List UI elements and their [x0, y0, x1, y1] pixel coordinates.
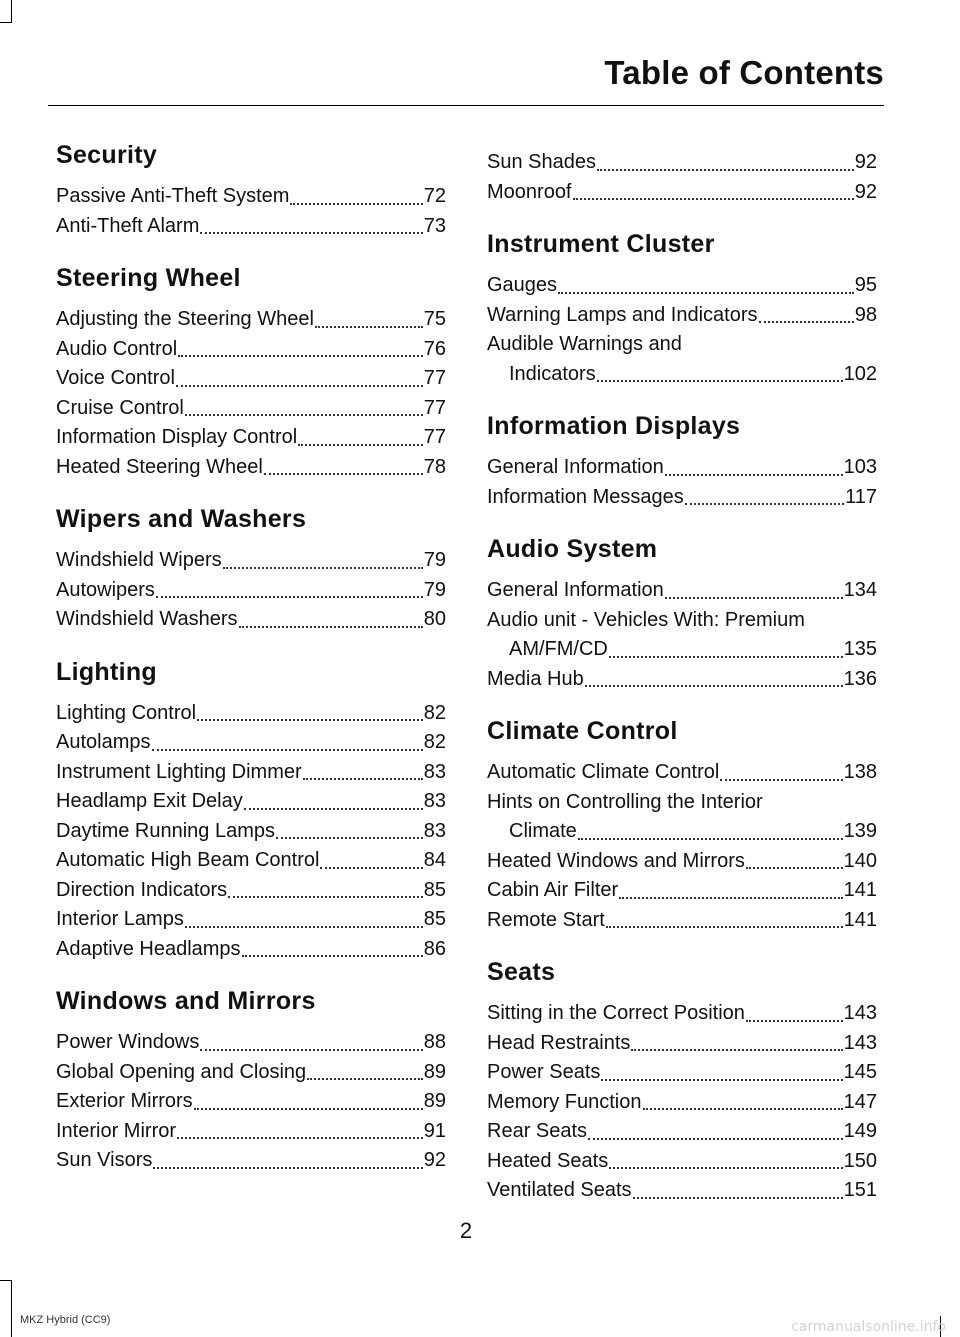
entry-page: 78: [423, 455, 446, 478]
entry-page: 72: [423, 185, 446, 207]
entry-title: Ventilated Seats: [487, 1179, 632, 1201]
entry-title: Adjusting the Steering Wheel: [56, 308, 314, 330]
section-title: Windows and Mirrors: [56, 987, 316, 1015]
toc-entry[interactable]: [487, 1088, 877, 1118]
entry-title: Sun Shades: [487, 151, 596, 173]
entry-title: Autolamps: [56, 731, 151, 753]
section-title: Seats: [487, 958, 556, 986]
entry-title: Audio unit - Vehicles With: Premium: [487, 608, 805, 631]
entry-title: Media Hub: [487, 667, 584, 690]
toc-entry[interactable]: [487, 483, 877, 513]
toc-entry[interactable]: [56, 182, 446, 212]
entry-page: 141: [843, 908, 877, 931]
entry-title: Adaptive Headlamps: [56, 937, 241, 960]
toc-entry[interactable]: [56, 1087, 446, 1117]
dot-leader: [298, 444, 423, 446]
entry-title-cont: Indicators: [509, 362, 596, 385]
section-title: Steering Wheel: [56, 264, 241, 292]
entry-page: 95: [854, 274, 877, 296]
dot-leader: [194, 1108, 423, 1110]
entry-page: 80: [423, 608, 446, 630]
entry-page: 103: [843, 456, 877, 478]
entry-page: 92: [423, 1149, 446, 1171]
toc-entry[interactable]: [487, 178, 877, 208]
entry-title: Gauges: [487, 274, 558, 296]
toc-section: [56, 986, 446, 1176]
dot-leader: [153, 1167, 422, 1169]
dot-leader: [746, 1020, 843, 1022]
entry-page: 92: [854, 180, 877, 203]
section-title: Information Displays: [487, 412, 741, 440]
toc-entry[interactable]: [56, 846, 446, 876]
entry-title: Interior Mirror: [56, 1119, 177, 1142]
entry-title: Autowipers: [56, 578, 155, 601]
entry-title: Memory Function: [487, 1090, 642, 1113]
entry-page: 84: [423, 849, 446, 871]
toc-entry[interactable]: [487, 906, 877, 936]
entry-title: Heated Steering Wheel: [56, 455, 263, 478]
toc-entry[interactable]: [56, 394, 446, 424]
entry-page: 98: [854, 303, 877, 326]
entry-title: Hints on Controlling the Interior: [487, 790, 763, 813]
toc-left-column: [56, 140, 446, 1198]
toc-entry[interactable]: [56, 576, 446, 606]
dot-leader: [200, 232, 422, 234]
section-title: Audio System: [487, 535, 658, 563]
dot-leader: [585, 685, 843, 687]
entry-title: Lighting Control: [56, 701, 197, 724]
section-title: Climate Control: [487, 717, 678, 745]
entry-title: Global Opening and Closing: [56, 1060, 307, 1083]
toc-entry[interactable]: [487, 1147, 877, 1177]
toc-entry[interactable]: [487, 665, 877, 695]
entry-page: 82: [423, 731, 446, 753]
entry-title: Cabin Air Filter: [487, 879, 619, 901]
entry-page: 134: [843, 579, 877, 601]
entry-page: 73: [423, 214, 446, 237]
toc-entry[interactable]: [487, 271, 877, 301]
toc-section: [487, 229, 877, 389]
toc-entry[interactable]: [56, 699, 446, 729]
entry-page: 83: [423, 819, 446, 842]
entry-title: Headlamp Exit Delay: [56, 790, 243, 812]
entry-page: 140: [843, 849, 877, 872]
entry-title: Exterior Mirrors: [56, 1090, 193, 1112]
entry-title: Passive Anti-Theft System: [56, 185, 290, 207]
dot-leader: [177, 1137, 423, 1139]
entry-page: 143: [843, 1031, 877, 1054]
entry-title: Sitting in the Correct Position: [487, 1002, 745, 1024]
dot-leader: [643, 1108, 843, 1110]
toc-section: [487, 534, 877, 694]
dot-leader: [588, 1138, 843, 1140]
dot-leader: [152, 749, 423, 751]
toc-entry[interactable]: [56, 935, 446, 965]
dot-leader: [185, 414, 423, 416]
dot-leader: [633, 1197, 843, 1199]
dot-leader: [197, 719, 423, 721]
toc-entry[interactable]: [56, 1058, 446, 1088]
entry-page: 145: [843, 1061, 877, 1083]
dot-leader: [606, 926, 843, 928]
page-title: Table of Contents: [604, 54, 884, 91]
toc-entry[interactable]: [487, 330, 877, 389]
dot-leader: [178, 355, 423, 357]
toc-right-column: [487, 148, 877, 1228]
entry-title: Sun Visors: [56, 1149, 153, 1171]
entry-title: Power Windows: [56, 1031, 200, 1053]
toc-entry[interactable]: [487, 453, 877, 483]
entry-page: 83: [423, 760, 446, 783]
toc-entry[interactable]: [487, 847, 877, 877]
section-title: Security: [56, 141, 158, 169]
crop-mark: [0, 22, 12, 23]
toc-section: [487, 148, 877, 207]
entry-title-cont: AM/FM/CD: [509, 638, 608, 660]
toc-entry[interactable]: [56, 364, 446, 394]
toc-entry[interactable]: [56, 605, 446, 635]
entry-page: 117: [845, 485, 877, 508]
dot-leader: [720, 779, 842, 781]
dot-leader: [578, 838, 843, 840]
entry-page: 83: [423, 790, 446, 812]
entry-page: 86: [423, 937, 446, 960]
entry-title: Rear Seats: [487, 1120, 588, 1142]
entry-title: Direction Indicators: [56, 878, 228, 901]
toc-entry[interactable]: [487, 1117, 877, 1147]
dot-leader: [290, 203, 422, 205]
toc-entry[interactable]: [56, 305, 446, 335]
entry-title: Cruise Control: [56, 396, 184, 419]
entry-page: 75: [423, 308, 446, 330]
entry-page: 136: [843, 667, 877, 690]
entry-page: 150: [843, 1149, 877, 1172]
toc-entry[interactable]: [56, 212, 446, 242]
dot-leader: [200, 1049, 422, 1051]
toc-section: [487, 411, 877, 512]
entry-title: Information Messages: [487, 485, 684, 508]
toc-entry[interactable]: [56, 728, 446, 758]
toc-entry[interactable]: [56, 876, 446, 906]
entry-page: 102: [843, 362, 877, 385]
entry-title: Information Display Control: [56, 426, 298, 448]
toc-entry[interactable]: [487, 788, 877, 847]
dot-leader: [631, 1049, 842, 1051]
toc-entry[interactable]: [487, 606, 877, 665]
dot-leader: [315, 326, 423, 328]
entry-continuation: [487, 817, 877, 847]
entry-page: 151: [843, 1179, 877, 1201]
dot-leader: [176, 385, 423, 387]
entry-page: 85: [423, 908, 446, 930]
entry-title: Automatic Climate Control: [487, 761, 720, 783]
entry-page: 77: [423, 367, 446, 389]
toc-entry[interactable]: [56, 423, 446, 453]
entry-title: Power Seats: [487, 1061, 601, 1083]
toc-entry[interactable]: [56, 787, 446, 817]
dot-leader: [239, 626, 423, 628]
toc-entry[interactable]: [487, 758, 877, 788]
entry-page: 79: [423, 549, 446, 571]
entry-title: Warning Lamps and Indicators: [487, 303, 758, 326]
dot-leader: [223, 567, 423, 569]
entry-title: Heated Windows and Mirrors: [487, 849, 745, 872]
toc-section: [56, 504, 446, 635]
entry-title: Audio Control: [56, 337, 178, 360]
toc-entry[interactable]: [56, 905, 446, 935]
toc-section: [487, 716, 877, 935]
entry-title: Voice Control: [56, 367, 175, 389]
entry-title: General Information: [487, 579, 664, 601]
entry-title: General Information: [487, 456, 664, 478]
dot-leader: [558, 292, 854, 294]
dot-leader: [307, 1078, 423, 1080]
section-title: Wipers and Washers: [56, 505, 307, 533]
toc-entry[interactable]: [56, 546, 446, 576]
model-footer: MKZ Hybrid (CC9): [20, 1314, 111, 1326]
toc-entry[interactable]: [487, 876, 877, 906]
toc-entry[interactable]: [487, 1058, 877, 1088]
toc-entry[interactable]: [56, 817, 446, 847]
dot-leader: [665, 597, 843, 599]
dot-leader: [601, 1079, 842, 1081]
toc-section: [56, 140, 446, 241]
toc-section: [56, 657, 446, 965]
entry-page: 143: [843, 1002, 877, 1024]
entry-page: 149: [843, 1120, 877, 1142]
toc-section: [56, 263, 446, 482]
dot-leader: [303, 778, 423, 780]
toc-entry[interactable]: [487, 1029, 877, 1059]
dot-leader: [609, 1167, 842, 1169]
page-number: 2: [459, 1218, 473, 1243]
entry-page: 89: [423, 1060, 446, 1083]
watermark: carmanualsonline.info: [791, 1319, 946, 1335]
toc-entry[interactable]: [56, 1146, 446, 1176]
entry-title: Windshield Wipers: [56, 549, 222, 571]
toc-entry[interactable]: [487, 999, 877, 1029]
entry-title: Interior Lamps: [56, 908, 184, 930]
entry-page: 138: [843, 761, 877, 783]
dot-leader: [276, 837, 423, 839]
dot-leader: [228, 896, 423, 898]
dot-leader: [685, 503, 844, 505]
entry-title: Head Restraints: [487, 1031, 631, 1054]
toc-entry[interactable]: [56, 335, 446, 365]
dot-leader: [609, 656, 843, 658]
entry-title: Heated Seats: [487, 1149, 609, 1172]
entry-page: 85: [423, 878, 446, 901]
toc-entry[interactable]: [487, 148, 877, 178]
entry-page: 89: [423, 1090, 446, 1112]
entry-page: 76: [423, 337, 446, 360]
toc-entry[interactable]: [487, 576, 877, 606]
toc-entry[interactable]: [56, 1028, 446, 1058]
entry-title: Automatic High Beam Control: [56, 849, 320, 871]
dot-leader: [156, 596, 423, 598]
crop-mark: [11, 0, 12, 22]
entry-title: Moonroof: [487, 180, 572, 203]
entry-page: 82: [423, 701, 446, 724]
toc-entry[interactable]: [487, 301, 877, 331]
entry-continuation: [487, 360, 877, 390]
entry-page: 92: [854, 151, 877, 173]
dot-leader: [573, 198, 854, 200]
dot-leader: [242, 955, 423, 957]
entry-title: Windshield Washers: [56, 608, 238, 630]
dot-leader: [759, 321, 854, 323]
toc-section: [487, 957, 877, 1206]
entry-page: 77: [423, 396, 446, 419]
toc-entry[interactable]: [56, 758, 446, 788]
toc-entry[interactable]: [487, 1176, 877, 1206]
dot-leader: [244, 808, 423, 810]
entry-page: 141: [843, 879, 877, 901]
entry-page: 91: [423, 1119, 446, 1142]
dot-leader: [665, 474, 843, 476]
section-title: Lighting: [56, 657, 157, 686]
dot-leader: [320, 867, 422, 869]
entry-title: Instrument Lighting Dimmer: [56, 760, 302, 783]
entry-page: 77: [423, 426, 446, 448]
crop-mark: [0, 1280, 12, 1281]
toc-entry[interactable]: [56, 1117, 446, 1147]
entry-title: Daytime Running Lamps: [56, 819, 275, 842]
dot-leader: [264, 473, 423, 475]
entry-title: Remote Start: [487, 908, 605, 931]
toc-entry[interactable]: [56, 453, 446, 483]
entry-page: 88: [423, 1031, 446, 1053]
crop-mark: [11, 1280, 12, 1337]
dot-leader: [619, 897, 842, 899]
header-divider: [48, 105, 884, 106]
entry-title: Audible Warnings and: [487, 333, 682, 355]
entry-page: 135: [843, 638, 877, 660]
section-title: Instrument Cluster: [487, 230, 715, 258]
entry-continuation: [487, 635, 877, 665]
entry-page: 147: [843, 1090, 877, 1113]
dot-leader: [185, 926, 423, 928]
entry-title: Anti-Theft Alarm: [56, 214, 200, 237]
entry-title-cont: Climate: [509, 820, 577, 842]
dot-leader: [597, 380, 843, 382]
entry-page: 79: [423, 578, 446, 601]
dot-leader: [746, 867, 843, 869]
entry-page: 139: [843, 820, 877, 842]
dot-leader: [597, 169, 854, 171]
